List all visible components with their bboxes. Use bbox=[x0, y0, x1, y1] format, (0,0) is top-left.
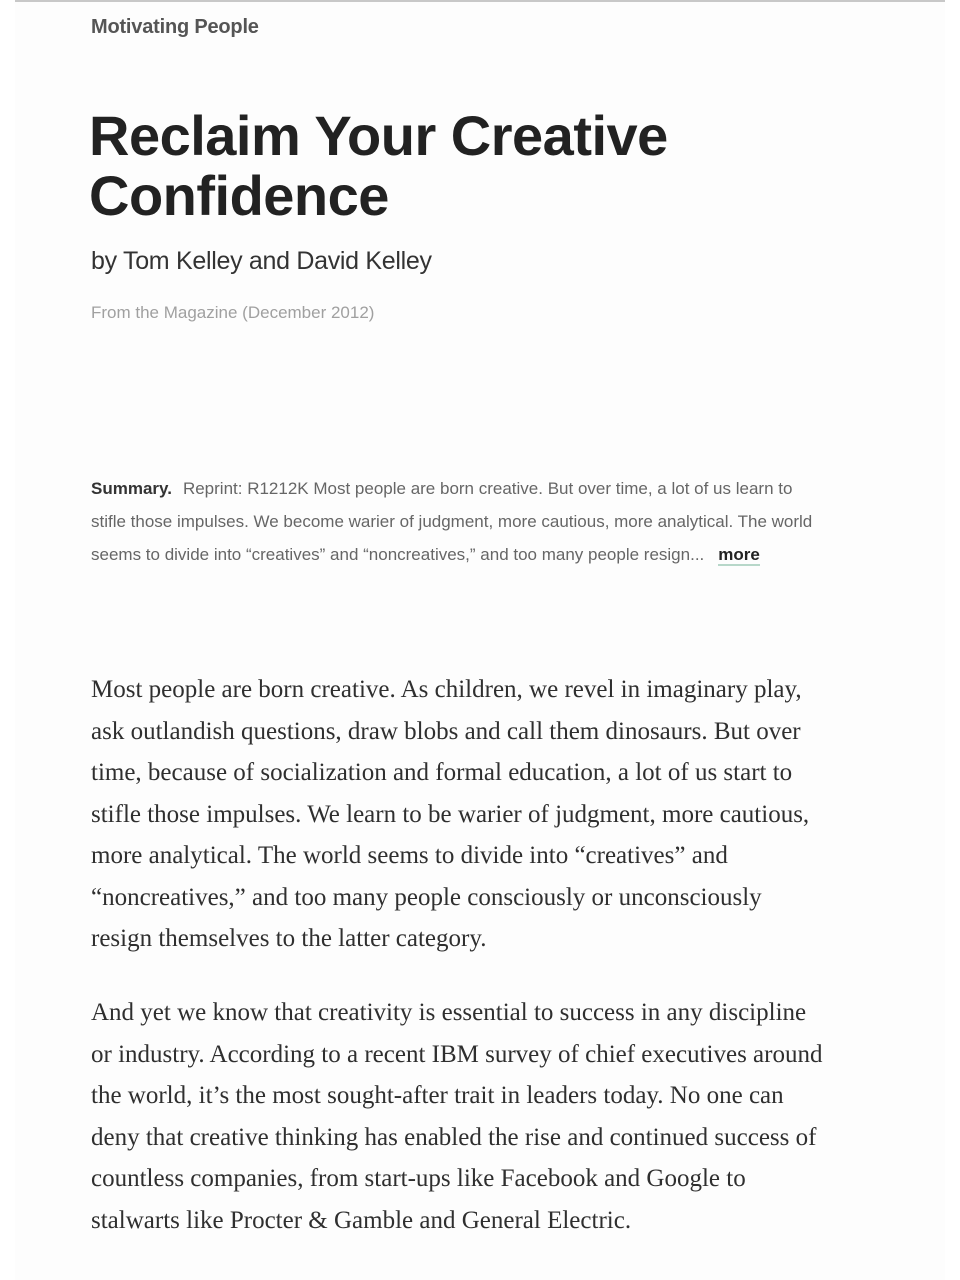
publication-info: From the Magazine (December 2012) bbox=[91, 303, 375, 322]
summary-line: stifle those impulses. We become warier of judgment, more cautious, more analytical. The world bbox=[91, 512, 813, 531]
body-line: “noncreatives,” and too many people consciously or unconsciously bbox=[91, 883, 762, 911]
title-line: Confidence bbox=[89, 164, 389, 227]
body-paragraph bbox=[91, 669, 931, 960]
body-line: stifle those impulses. We learn to be warier of judgment, more cautious, bbox=[91, 800, 810, 828]
summary-label: Summary. bbox=[91, 479, 172, 498]
body-line: countless companies, from start-ups like Facebook and Google to bbox=[91, 1165, 746, 1192]
body-line: stalwarts like Procter & Gamble and General Electric. bbox=[91, 1206, 632, 1234]
summary-more-link[interactable]: more bbox=[718, 545, 760, 564]
article-summary bbox=[91, 472, 931, 571]
topic-link[interactable]: Motivating People bbox=[91, 16, 259, 38]
summary-line bbox=[91, 472, 931, 505]
body-line: ask outlandish questions, draw blobs and call them dinosaurs. But over bbox=[91, 717, 801, 745]
article-title bbox=[89, 106, 668, 226]
summary-text: seems to divide into “creatives” and “noncreatives,” and too many people resign... bbox=[91, 545, 705, 564]
body-line: Most people are born creative. As children, we revel in imaginary play, bbox=[91, 676, 802, 703]
body-line: And yet we know that creativity is essential to success in any discipline bbox=[91, 999, 807, 1026]
body-paragraph bbox=[91, 992, 931, 1241]
body-line: deny that creative thinking has enabled the rise and continued success of bbox=[91, 1123, 817, 1151]
body-line: the world, it’s the most sought-after trait in leaders today. No one can bbox=[91, 1082, 784, 1109]
body-line: resign themselves to the latter category. bbox=[91, 925, 487, 952]
article-page bbox=[15, 0, 945, 1280]
body-line: more analytical. The world seems to divide into “creatives” and bbox=[91, 842, 728, 869]
summary-line bbox=[91, 538, 931, 571]
body-line: time, because of socialization and formal education, a lot of us start to bbox=[91, 759, 793, 786]
summary-text: Reprint: R1212K Most people are born creative. But over time, a lot of us learn to bbox=[182, 479, 793, 498]
title-line: Reclaim Your Creative bbox=[89, 104, 668, 167]
byline: by Tom Kelley and David Kelley bbox=[91, 247, 432, 275]
body-line: or industry. According to a recent IBM survey of chief executives around bbox=[91, 1040, 823, 1068]
